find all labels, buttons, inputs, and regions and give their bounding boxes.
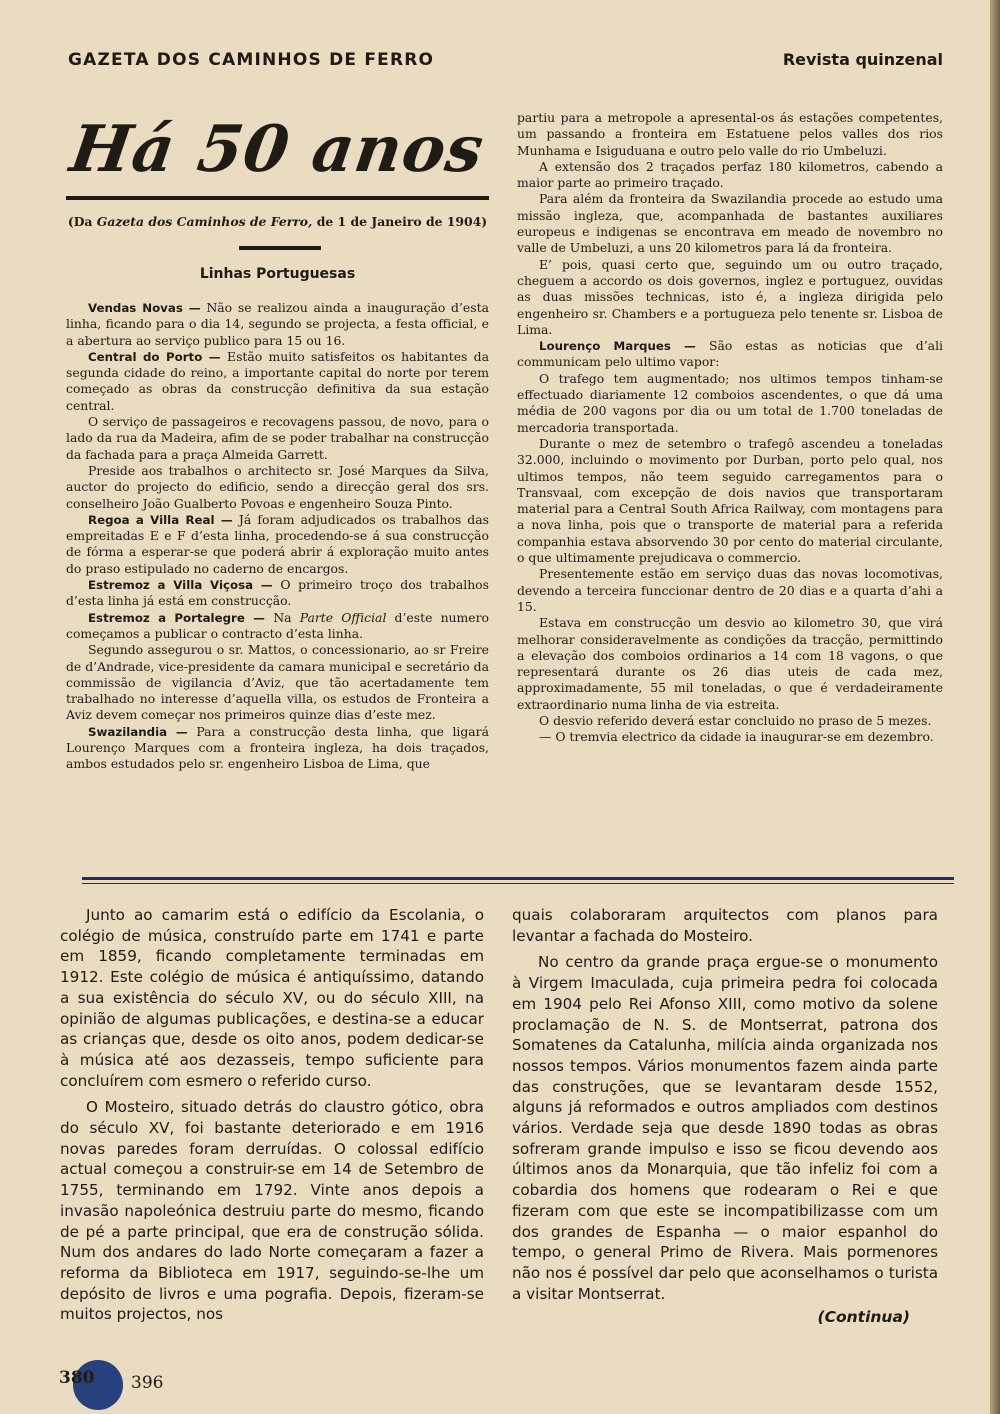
paragraph-text: — O tremvia electrico da cidade ia inaugurar-se em dezembro. (539, 729, 934, 745)
continued-note: (Continua) (817, 1308, 910, 1326)
source-publication: Gazeta dos Caminhos de Ferro, (96, 214, 313, 229)
paragraph-text: E’ pois, quasi certo que, seguindo um ou outro traçado, cheguem a accordo os dois governos, inglez e portuguez, ouvidas as duas missões technicas, isto é, a ingleza dirigida pelo engenheiro sr. Chambers e a portugueza pelo tenente sr. Lisboa de Lima. (517, 256, 943, 337)
article-paragraph (66, 300, 489, 349)
top-right-column (517, 110, 943, 746)
article-paragraph (66, 414, 489, 463)
subsection-heading: Linhas Portuguesas (199, 266, 356, 282)
section-title: Há 50 anos (66, 112, 489, 187)
paragraph-text: São estas as noticias que d’ali communicam pelo ultimo vapor: (517, 338, 943, 370)
bottom-right-column (512, 905, 938, 1310)
paragraph-lead: Vendas Novas — (88, 301, 207, 315)
paragraph-lead: Lourenço Marques — (539, 339, 710, 354)
title-rule (66, 196, 489, 200)
paragraph-lead: Regoa a Villa Real — (88, 512, 239, 527)
section-divider (82, 877, 954, 880)
article-paragraph (66, 463, 489, 512)
article-paragraph (517, 159, 943, 192)
source-prefix: (Da (67, 214, 97, 229)
paragraph-text: partiu para a metropole a apresental-os ás estações competentes, um passando a fronteira em Estatuene pelos valles dos rios Munhama e Isiguduana e outro pelo valle do rio Umbeluzi. (517, 110, 943, 158)
paragraph-text: A extensão dos 2 traçados perfaz 180 kilometros, cabendo a maior parte ao primeiro traçado. (517, 158, 943, 191)
paragraph-text: Estão muito satisfeitos os habitantes da segunda cidade do reino, a importante capital do norte por terem começado as obras da construcção definitiva da sua estação central. (66, 348, 489, 413)
paragraph-text: Durante o mez de setembro o trafegô ascendeu a toneladas 32.000, incluindo o movimento por Durban, porto pelo qual, nos ultimos tempos, não teem seguido carregamentos para o Transvaal, com excepção de dois navios que transportaram material para a Central South Africa Railway, com montagens para a nova linha, pois que o transporte de material para a referida companhia estava absorvendo 30 por cento do material circulante, o que ultimamente prejudicava o commercio. (517, 435, 943, 566)
article-paragraph (66, 512, 489, 577)
source-suffix: de 1 de Janeiro de 1904) (312, 214, 488, 229)
article-paragraph (66, 349, 489, 414)
article-paragraph (517, 371, 943, 436)
journal-title: GAZETA DOS CAMINHOS DE FERRO (68, 50, 435, 70)
bottom-left-column (60, 905, 484, 1331)
article-paragraph (66, 610, 489, 643)
paragraph-text: Segundo assegurou o sr. Mattos, o concessionario, ao sr Freire de d’Andrade, vice-presidente da camara municipal e secretário da commissão de vigilancia d’Aviz, que tão acertadamente tem trabalhado no interesse d’aquella villa, os estudos de Fronteira a Aviz devem começar nos primeiros quinze dias d’este mez. (66, 642, 489, 723)
paragraph-lead: Central do Porto — (88, 349, 228, 364)
paragraph-lead: Estremoz a Portalegre — (88, 610, 274, 625)
paragraph-text: O primeiro troço dos trabalhos d’esta linha já está em construcção. (66, 577, 489, 609)
article-paragraph (66, 724, 489, 773)
article-paragraph (517, 713, 943, 729)
article-paragraph (517, 110, 943, 159)
article-paragraph: No centro da grande praça ergue-se o monumento à Virgem Imaculada, cuja primeira pedra foi colocada em 1904 pelo Rei Afonso XIII, como motivo da solene proclamação de N. S. de Montserrat, patrona dos Somatenes da Catalunha, milícia ainda organizada nos nossos tempos. Vários monumentos fazem ainda parte das construções, que se levantaram desde 1552, alguns já reformados e outros ampliados com destinos vários. Verdade seja que desde 1890 todas as obras sofreram grande impulso e isso se ficou devendo aos últimos anos da Monarquia, que tão infeliz foi com a cobardia dos homens que rodearam o Rei e que fizeram com que este se incompatibilizasse com um dos grandes de Espanha — o maior espanhol do tempo, o general Primo de Rivera. Mais pormenores não nos é possível dar pelo que aconselhamos o turista a visitar Montserrat. (512, 953, 938, 1303)
top-left-column (66, 300, 489, 773)
article-paragraph (517, 615, 943, 713)
paragraph-text: O serviço de passageiros e recovagens passou, de novo, para o lado da rua da Madeira, afim de se poder trabalhar na construcção da fachada para a praça Almeida Garrett. (66, 414, 489, 462)
paragraph-italic: Parte Official (299, 609, 387, 625)
paragraph-text: Preside aos trabalhos o architecto sr. José Marques da Silva, auctor do projecto do edificio, sendo a direcção geral dos srs. conselheiro João Gualberto Povoas e engenheiro Souza Pinto. (66, 462, 489, 511)
paragraph-text: Presentemente estão em serviço duas das novas locomotivas, devendo a terceira funccionar dentro de 20 dias e a quarta d’ahi a 15. (517, 566, 943, 614)
article-paragraph (517, 566, 943, 615)
article-paragraph (517, 338, 943, 371)
section-divider-thin (82, 883, 954, 884)
paragraph-lead: Swazilandia — (88, 724, 197, 739)
article-paragraph (517, 257, 943, 338)
page-number: 396 (131, 1373, 164, 1393)
article-paragraph (517, 729, 943, 745)
article-paragraph (66, 642, 489, 723)
paragraph-text: Não se realizou ainda a inauguração d’esta linha, ficando para o dia 14, segundo se projecta, a festa official, e a abertura ao serviço publico para 15 ou 16. (66, 300, 489, 348)
article-paragraph (66, 577, 489, 610)
paragraph-text: O desvio referido deverá estar concluido no praso de 5 mezes. (539, 712, 932, 728)
paragraph-text: d’este numero começamos a publicar o contracto d’esta linha. (66, 609, 490, 641)
article-paragraph (517, 436, 943, 566)
paragraph-text: Para a construcção desta linha, que ligará Lourenço Marques com a fronteira ingleza, ha dois traçados, ambos estudados pelo sr. engenheiro Lisboa de Lima, que (66, 723, 489, 772)
section-title-box (66, 108, 489, 200)
paragraph-text: Já foram adjudicados os trabalhos das empreitadas E e F d’esta linha, procedendo-se á sua construcção de fórma a esperar-se que poderá abrir á exploração muito antes do praso estipulado no caderno de encargos. (66, 511, 489, 576)
original-page-number: 380 (59, 1368, 95, 1388)
paragraph-text: O trafego tem augmentado; nos ultimos tempos tinham-se effectuado diariamente 12 comboios ascendentes, o que dá uma média de 200 vagons por dia ou um total de 1.700 toneladas de mercadoria transportada. (517, 370, 943, 435)
source-line (66, 214, 489, 229)
paragraph-text: Para além da fronteira da Swazilandia procede ao estudo uma missão ingleza, que, acompanhada de bastantes auxiliares europeus e indigenas se encontrava em meado de novembro no valle de Umbeluzi, a uns 20 kilometros para lá da fronteira. (517, 191, 943, 256)
short-rule (239, 246, 321, 250)
running-header (68, 50, 943, 74)
paragraph-text: Estava em construcção um desvio ao kilometro 30, que virá melhorar consideravelmente as condições da tracção, permittindo a elevação dos comboios ordinarios a 14 com 18 vagons, o que representará durante os 26 dias uteis de cada mez, approximadamente, 55 mil toneladas, o que é verdadeiramente extraordinario numa linha de via estreita. (517, 615, 943, 712)
paragraph-lead: Estremoz a Villa Viçosa — (88, 578, 281, 593)
paragraph-text: Na (273, 609, 300, 625)
page-edge (990, 0, 1000, 1414)
article-paragraph: Junto ao camarim está o edifício da Escolania, o colégio de música, construído parte em 1741 e parte em 1859, ficando completamente terminadas em 1912. Este colégio de música é antiquíssimo, datando a sua existência do século XV, ou do século XIII, na opinião de algumas publicações, e destina-se a educar as crianças que, desde os oito anos, podem dedicar-se à música até aos dezasseis, tempo suficiente para concluírem com esmero o referido curso. (60, 906, 484, 1090)
article-paragraph (517, 191, 943, 256)
article-paragraph: O Mosteiro, situado detrás do claustro gótico, obra do século XV, foi bastante deteriorado e em 1916 novas paredes foram derruídas. O colossal edifício actual começou a construir-se em 14 de Setembro de 1755, terminando em 1792. Vinte anos depois a invasão napoleónica destruiu parte do mesmo, ficando de pé a parte principal, que era de construção sólida. Num dos andares do lado Norte começaram a fazer a reforma da Biblioteca em 1917, seguindo-se-lhe um depósito de livros e uma pografia. Depois, fizeram-se muitos projectos, nos (60, 1098, 484, 1324)
journal-subtitle: Revista quinzenal (782, 50, 943, 69)
article-paragraph: quais colaboraram arquitectos com planos para levantar a fachada do Mosteiro. (512, 906, 938, 945)
